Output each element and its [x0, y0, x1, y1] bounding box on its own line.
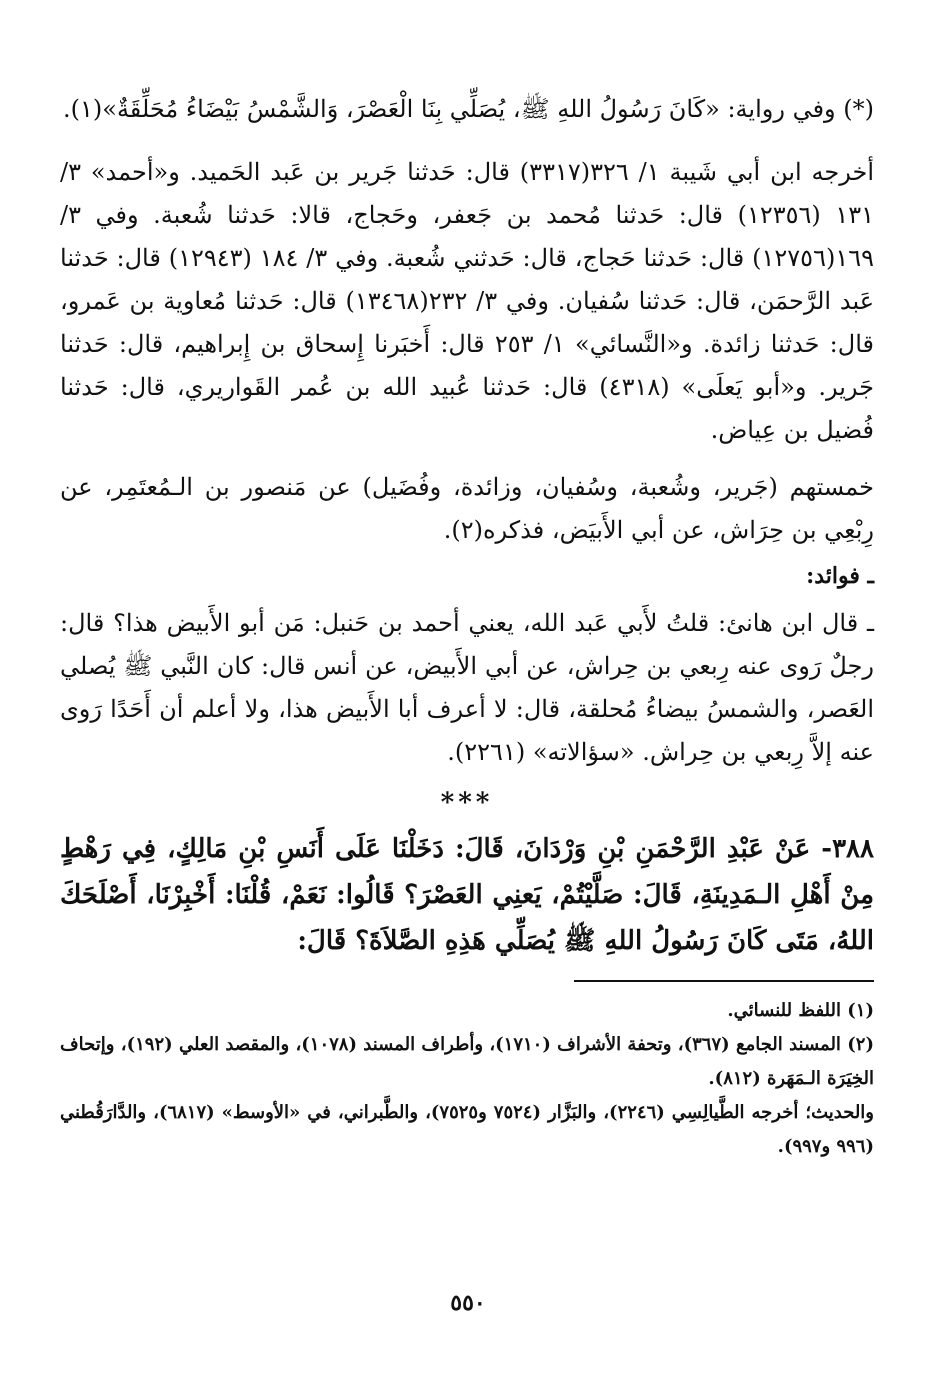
footnote-2: (٢) المسند الجامع (٣٦٧)، وتحفة الأشراف (١٧١٠)، وأطراف المسند (١٠٧٨)، والمقصد العلي (١٩٢)، وإتحاف الخِيَرَة الـمَهَرة (٨١٢). [60, 1034, 874, 1089]
footnote-2-continuation: والحديث؛ أخرجه الطَّيالِسِي (٢٢٤٦)، والبَزَّار (٧٥٢٤ و٧٥٢٥)، والطَّبراني، في «الأوسط» (٦٨١٧)، والدَّارَقُطني (٩٩٦ و٩٩٧). [60, 1102, 874, 1157]
footnote-1: (١) اللفظ للنسائي. [727, 1000, 874, 1021]
page-number: ٥٥٠ [450, 1290, 486, 1316]
hadith-388-paragraph: ٣٨٨- عَنْ عَبْدِ الرَّحْمَنِ بْنِ وَرْدَانَ، قَالَ: دَخَلْنَا عَلَى أَنَسِ بْنِ مَالِكٍ، فِي رَهْطٍ مِنْ أَهْلِ الـمَدِينَةِ، قَالَ: صَلَّيْتُمْ، يَعنِي العَصْرَ؟ قَالُوا: نَعَمْ، قُلْنَا: أَخْبِرْنَا، أَصْلَحَكَ اللهُ، مَتَى كَانَ رَسُولُ اللهِ ﷺ يُصَلِّي هَذِهِ الصَّلاَةَ؟ قَالَ: [60, 834, 874, 956]
isnad-paragraph: خمستهم (جَرير، وشُعبة، وسُفيان، وزائدة، وفُضَيل) عن مَنصور بن الـمُعتَمِر، عن رِبْعِي بن حِرَاش، عن أبي الأَبيَض، فذكره(٢). [60, 473, 874, 544]
takhrij-paragraph: أخرجه ابن أبي شَيبة ١/ ٣٢٦(٣٣١٧) قال: حَدثنا جَرير بن عَبد الحَميد. و«أحمد» ٣/ ١٣١ (١٢٣٥٦) قال: حَدثنا مُحمد بن جَعفر، وحَجاج، قالا: حَدثنا شُعبة. وفي ٣/ ١٦٩(١٢٧٥٦) قال: حَدثنا حَجاج، قال: حَدثني شُعبة. وفي ٣/ ١٨٤ (١٢٩٤٣) قال: حَدثنا عَبد الرَّحمَن، قال: حَدثنا سُفيان. وفي ٣/ ٢٣٢(١٣٤٦٨) قال: حَدثنا مُعاوية بن عَمرو، قال: حَدثنا زائدة. و«النَّسائي» ١/ ٢٥٣ قال: أَخبَرنا إِسحاق بن إِبراهيم، قال: حَدثنا جَرير. و«أبو يَعلَى» (٤٣١٨) قال: حَدثنا عُبيد الله بن عُمر القَواريري، قال: حَدثنا فُضيل بن عِياض. [60, 158, 875, 444]
footnotes [60, 994, 874, 1164]
section-separator: *** [440, 788, 494, 818]
hadith-variant-paragraph: (*) وفي رواية: «كَانَ رَسُولُ اللهِ ﷺ، يُصَلِّي بِنَا الْعَصْرَ، وَالشَّمْسُ بَيْضَاءُ مُحَلِّقَةٌ»(١). [63, 95, 874, 123]
fawaid-heading: ـ فوائد: [806, 563, 874, 589]
fawaid-paragraph: ـ قال ابن هانئ: قلتُ لأَبي عَبد الله، يعني أحمد بن حَنبل: مَن أبو الأَبيض هذا؟ قال: رجلٌ رَوى عنه رِبعي بن حِراش، عن أبي الأَبيض، عن أنس قال: كان النَّبي ﷺ يُصلي العَصر، والشمسُ بيضاءُ مُحلقة، قال: لا أعرف أبا الأَبيض هذا، ولا أعلم أن أَحَدًا رَوى عنه إلاَّ رِبعي بن حِراش. «سؤالاته» (٢٢٦١). [60, 609, 874, 766]
footnote-divider [574, 980, 874, 982]
page-body [60, 88, 874, 1362]
